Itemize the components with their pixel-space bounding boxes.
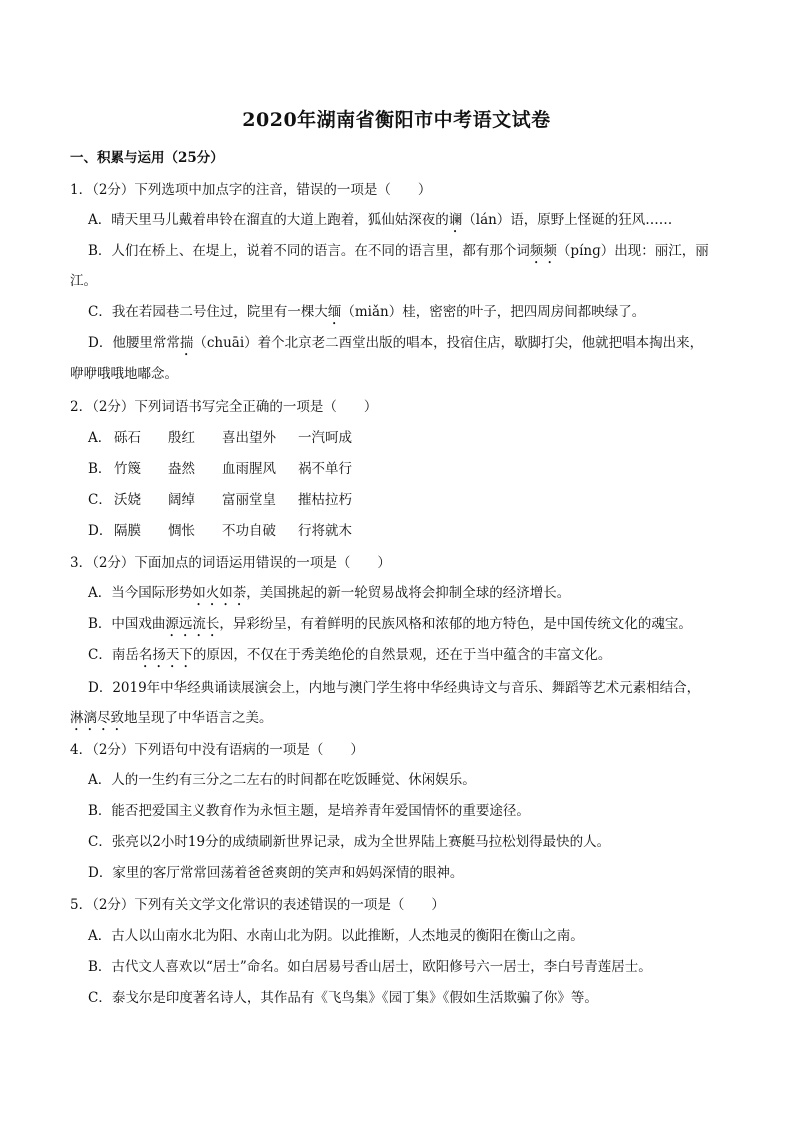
section-heading: 一、积累与运用（25分） <box>70 150 224 166</box>
option-word: 祸不单行 <box>298 461 352 477</box>
option-word: 盎然 <box>168 461 195 477</box>
option-text: C．我在若园巷二号住过，院里有一棵大 <box>88 304 328 320</box>
option-word: 沃娆 <box>114 492 141 508</box>
option-word: 喜出望外 <box>222 430 276 446</box>
option-text: C．南岳 <box>88 647 139 663</box>
question-4-option-b: B．能否把爱国主义教育作为永恒主题，是培养青年爱国情怀的重要途径。 <box>88 803 530 819</box>
dotted-char: 缅 <box>327 304 342 320</box>
question-3-option-c <box>88 643 611 671</box>
question-3-option-d: D．2019年中华经典诵读展演会上，内地与澳门学生将中华经典诗文与音乐、舞蹈等艺术元素相结合， <box>88 680 701 696</box>
option-word: 惆怅 <box>168 523 195 539</box>
option-letter: D． <box>88 523 113 539</box>
option-word: 血雨腥风 <box>222 461 276 477</box>
option-text: （lán）语，原野上怪诞的狂风…… <box>462 212 673 228</box>
question-2-option-a <box>88 426 352 446</box>
question-1-option-b <box>88 239 709 267</box>
option-text: （chuāi）着个北京老二酉堂出版的唱本，投宿住店，歇脚打尖，他就把唱本掏出来， <box>193 335 704 351</box>
option-text: 地呈现了中华语言之美。 <box>124 710 273 726</box>
question-2-option-b <box>88 457 352 477</box>
option-word: 隔膜 <box>114 523 141 539</box>
option-letter: B． <box>88 461 112 477</box>
question-5-option-c: C．泰戈尔是印度著名诗人，其作品有《飞鸟集》《园丁集》《假如生活欺骗了你》等。 <box>88 990 598 1006</box>
option-word: 竹篾 <box>114 461 141 477</box>
option-word: 摧枯拉朽 <box>298 492 352 508</box>
dotted-word: 淋漓尽致 <box>70 710 124 726</box>
dotted-char: 揣 <box>179 335 194 351</box>
option-word: 不功自破 <box>222 523 276 539</box>
question-3-option-d-continued <box>70 706 273 734</box>
question-4-option-c: C．张亮以2小时19分的成绩刷新世界记录，成为全世界陆上赛艇马拉松划得最快的人。 <box>88 834 611 850</box>
option-text: ，异彩纷呈，有着鲜明的民族风格和浓郁的地方特色，是中国传统文化的魂宝。 <box>219 616 692 632</box>
option-word: 一汽呵成 <box>298 430 352 446</box>
question-4-option-d: D．家里的客厅常常回荡着爸爸爽朗的笑声和妈妈深情的眼神。 <box>88 865 464 881</box>
option-word: 行将就木 <box>298 523 352 539</box>
question-2-option-c <box>88 488 352 508</box>
question-3-stem: 3．（2分）下面加点的词语运用错误的一项是（ ） <box>70 555 391 571</box>
dotted-word: 名扬天下 <box>138 647 193 663</box>
option-text: B．中国戏曲 <box>88 616 166 632</box>
question-1-option-d-continued: 咿咿哦哦地嘟念。 <box>70 366 178 382</box>
dotted-word: 如火如荼 <box>192 585 247 601</box>
option-text: ，美国挑起的新一轮贸易战将会抑制全球的经济增长。 <box>246 585 571 601</box>
option-text: 的原因，不仅在于秀美绝伦的自然景观，还在于当中蕴含的丰富文化。 <box>192 647 612 663</box>
option-text: （miǎn）桂，密密的叶子，把四周房间都映绿了。 <box>341 304 646 320</box>
question-1-stem: 1．（2分）下列选项中加点字的注音，错误的一项是（ ） <box>70 182 432 198</box>
option-letter: A． <box>88 430 112 446</box>
question-1-option-a <box>88 208 672 236</box>
question-4-option-a: A．人的一生约有三分之二左右的时间都在吃饭睡觉、休闲娱乐。 <box>88 772 476 788</box>
question-3-option-b <box>88 612 692 640</box>
question-1-option-b-continued: 江。 <box>70 273 97 289</box>
option-text: A．晴天里马儿戴着串铃在溜直的大道上跑着，狐仙姑深夜的 <box>88 212 449 228</box>
option-text: D．他腰里常常 <box>88 335 180 351</box>
question-3-option-a <box>88 581 570 609</box>
question-2-stem: 2．（2分）下列词语书写完全正确的一项是（ ） <box>70 399 378 415</box>
option-word: 砾石 <box>114 430 141 446</box>
dotted-word: 源远流长 <box>165 616 220 632</box>
option-word: 富丽堂皇 <box>222 492 276 508</box>
dotted-char: 频频 <box>529 243 557 259</box>
option-letter: C． <box>88 492 112 508</box>
question-1-option-d <box>88 331 703 359</box>
question-2-option-d <box>88 519 352 539</box>
question-5-option-b: B．古代文人喜欢以“居士”命名。如白居易号香山居士，欧阳修号六一居士，李白号青莲居士。 <box>88 959 652 975</box>
option-text: B．人们在桥上、在堤上，说着不同的语言。在不同的语言里，都有那个词 <box>88 243 530 259</box>
option-text: A．当今国际形势 <box>88 585 193 601</box>
page-title: 2020年湖南省衡阳市中考语文试卷 <box>242 109 551 131</box>
question-1-option-c <box>88 300 645 328</box>
question-5-stem: 5．（2分）下列有关文学文化常识的表述错误的一项是（ ） <box>70 897 445 913</box>
question-4-stem: 4．（2分）下列语句中没有语病的一项是（ ） <box>70 742 364 758</box>
option-word: 阔绰 <box>168 492 195 508</box>
question-5-option-a: A．古人以山南水北为阳、水南山北为阴。以此推断，人杰地灵的衡阳在衡山之南。 <box>88 928 584 944</box>
option-word: 殷红 <box>168 430 195 446</box>
dotted-char: 谰 <box>448 212 463 228</box>
option-text: （pínɡ）出现：丽江，丽 <box>556 243 709 259</box>
